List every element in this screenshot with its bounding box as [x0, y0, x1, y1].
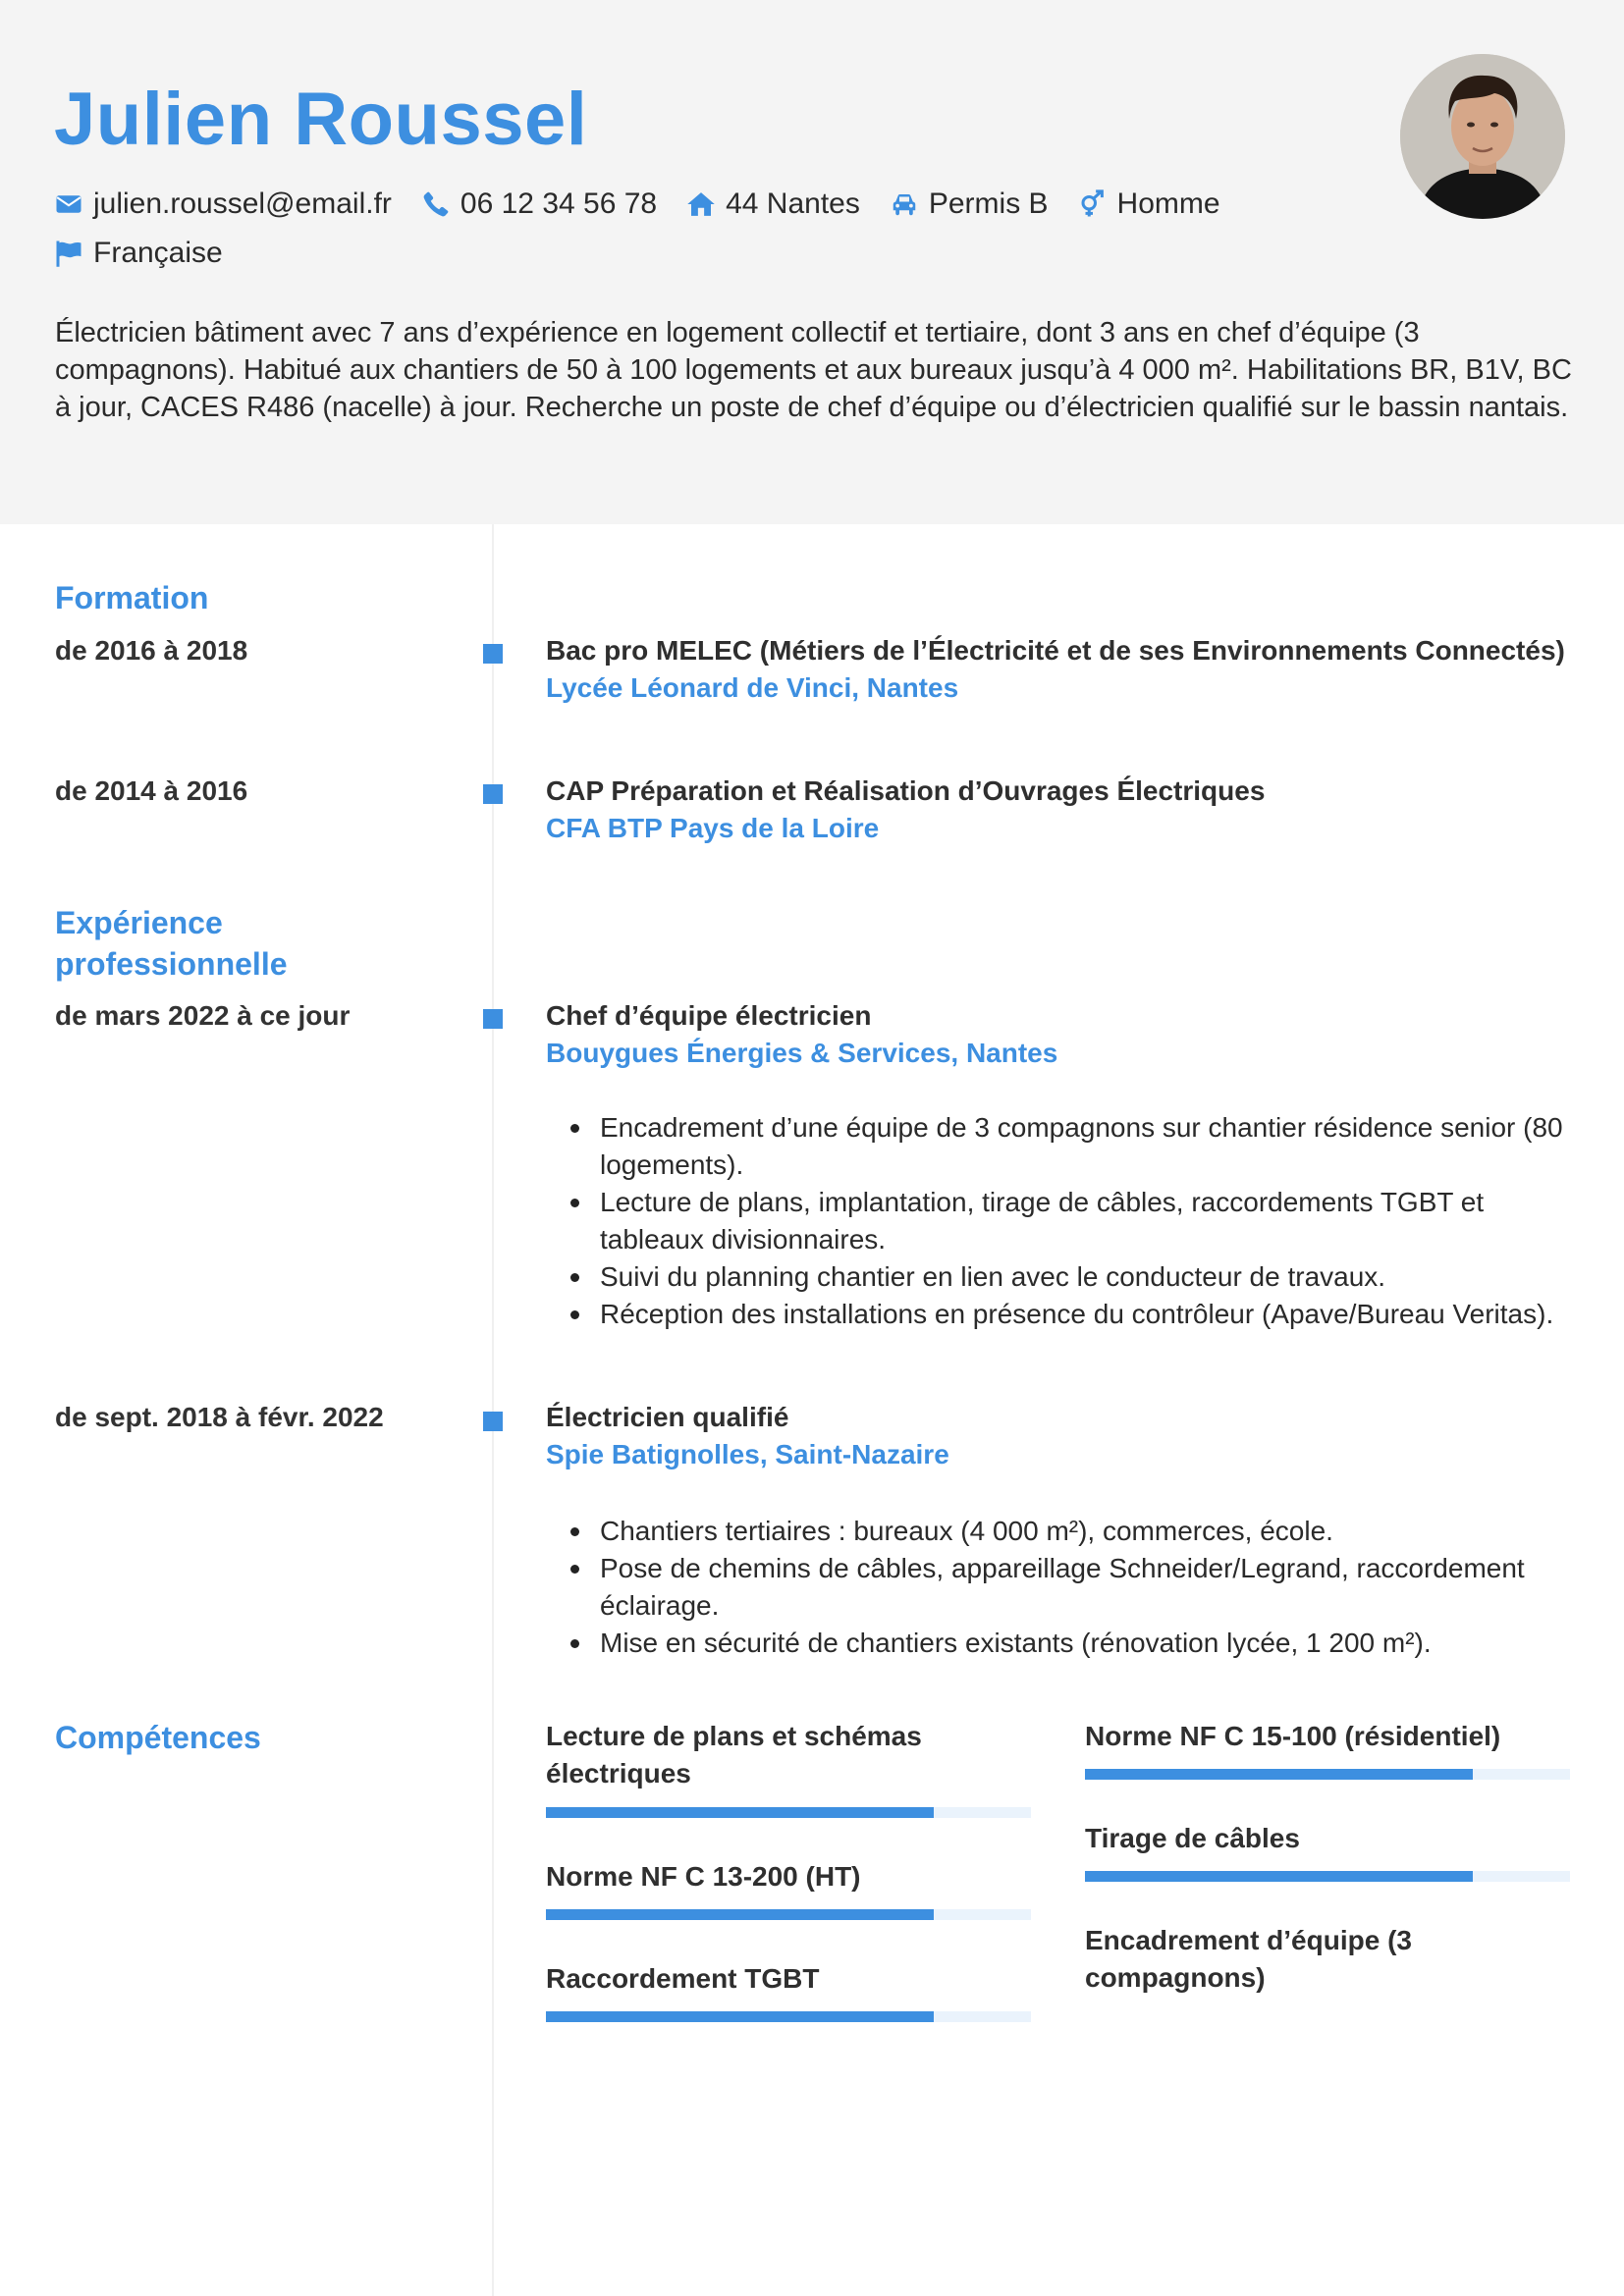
list-item: Suivi du planning chantier en lien avec le conducteur de travaux.	[600, 1258, 1582, 1296]
experience-entry	[546, 997, 1577, 1072]
experience-date: de mars 2022 à ce jour	[55, 1000, 351, 1031]
phone-icon	[421, 189, 451, 219]
formation-school: Lycée Léonard de Vinci, Nantes	[546, 672, 959, 703]
job-title: Chef d’équipe électricien	[546, 1000, 872, 1031]
skill-level-bar	[546, 1807, 1031, 1818]
contact-nationality-text: Française	[93, 237, 223, 269]
contact-list	[54, 187, 1360, 271]
formation-title: CAP Préparation et Réalisation d’Ouvrages Électriques	[546, 775, 1266, 806]
skill-name: Norme NF C 13-200 (HT)	[546, 1861, 861, 1892]
section-title-skills: Compétences	[55, 1720, 261, 1755]
section-title-experience: Expérience professionnelle	[55, 905, 288, 982]
skill-level-fill	[1085, 1769, 1473, 1780]
skill-name: Raccordement TGBT	[546, 1963, 820, 1994]
skill-name: Lecture de plans et schémas électriques	[546, 1721, 922, 1789]
contact-license-text: Permis B	[928, 187, 1049, 220]
job-company: Spie Batignolles, Saint-Nazaire	[546, 1439, 949, 1469]
skill-level-bar	[546, 2011, 1031, 2022]
formation-title: Bac pro MELEC (Métiers de l’Électricité et de ses Environnements Connectés)	[546, 635, 1565, 666]
flag-icon	[54, 239, 83, 268]
formation-entry	[546, 632, 1577, 707]
contact-gender-text: Homme	[1116, 187, 1220, 220]
skill-item	[546, 1858, 1033, 1896]
list-item: Pose de chemins de câbles, appareillage Schneider/Legrand, raccordement éclairage.	[600, 1550, 1582, 1625]
job-company: Bouygues Énergies & Services, Nantes	[546, 1038, 1058, 1068]
contact-address-text: 44 Nantes	[726, 187, 860, 220]
contact-address	[686, 187, 860, 222]
contact-gender	[1078, 187, 1220, 222]
contact-email[interactable]	[54, 187, 392, 222]
skill-level-fill	[546, 1807, 934, 1818]
timeline-marker	[483, 1009, 503, 1029]
formation-entry	[546, 773, 1577, 847]
contact-phone-text: 06 12 34 56 78	[460, 187, 658, 220]
header	[0, 0, 1624, 524]
candidate-name: Julien Roussel	[54, 78, 588, 161]
skill-item	[546, 1718, 1033, 1792]
job-title: Électricien qualifié	[546, 1402, 789, 1432]
profile-summary: Électricien bâtiment avec 7 ans d’expérience en logement collectif et tertiaire, dont 3 ans en chef d’équipe (3 compagnons). Habitué aux chantiers de 50 à 100 logements et aux bureaux jusqu’à 4 000 m². Habilitations BR, B1V, BC à jour, CACES R486 (nacelle) à jour. Recherche un poste de chef d’équipe ou d’électricien qualifié sur le bassin nantais.	[55, 317, 1572, 423]
contact-phone[interactable]	[421, 187, 657, 222]
skill-name: Norme NF C 15-100 (résidentiel)	[1085, 1721, 1501, 1751]
formation-date: de 2016 à 2018	[55, 635, 248, 666]
skill-level-bar	[546, 1909, 1031, 1920]
skill-name: Tirage de câbles	[1085, 1823, 1300, 1853]
skill-level-fill	[1085, 1871, 1473, 1882]
contact-email-text: julien.roussel@email.fr	[93, 187, 392, 220]
car-icon	[890, 189, 919, 219]
envelope-icon	[54, 189, 83, 219]
timeline-marker	[483, 1412, 503, 1431]
skill-level-bar	[1085, 1769, 1570, 1780]
gender-icon	[1078, 189, 1108, 219]
timeline-marker	[483, 784, 503, 804]
skill-item	[1085, 1922, 1497, 1997]
profile-photo	[1400, 54, 1565, 219]
skill-level-bar	[1085, 1871, 1570, 1882]
list-item: Réception des installations en présence du contrôleur (Apave/Bureau Veritas).	[600, 1296, 1582, 1333]
section-title-formation: Formation	[55, 580, 209, 615]
formation-school: CFA BTP Pays de la Loire	[546, 813, 880, 843]
contact-nationality	[54, 236, 223, 271]
list-item: Lecture de plans, implantation, tirage de câbles, raccordements TGBT et tableaux divisionnaires.	[600, 1184, 1582, 1258]
list-item: Mise en sécurité de chantiers existants (rénovation lycée, 1 200 m²).	[600, 1625, 1582, 1662]
skill-item	[546, 1960, 1033, 1998]
formation-date: de 2014 à 2016	[55, 775, 248, 806]
timeline-marker	[483, 644, 503, 664]
skill-level-fill	[546, 2011, 934, 2022]
experience-bullets	[600, 1109, 1582, 1333]
experience-entry	[546, 1399, 1577, 1473]
contact-license	[890, 187, 1049, 222]
skill-level-fill	[546, 1909, 934, 1920]
experience-bullets	[600, 1513, 1582, 1662]
list-item: Encadrement d’une équipe de 3 compagnons sur chantier résidence senior (80 logements).	[600, 1109, 1582, 1184]
list-item: Chantiers tertiaires : bureaux (4 000 m²), commerces, école.	[600, 1513, 1582, 1550]
home-icon	[686, 189, 716, 219]
skill-name: Encadrement d’équipe (3 compagnons)	[1085, 1925, 1412, 1993]
experience-date: de sept. 2018 à févr. 2022	[55, 1402, 384, 1432]
skill-item	[1085, 1718, 1572, 1755]
skill-item	[1085, 1820, 1572, 1857]
